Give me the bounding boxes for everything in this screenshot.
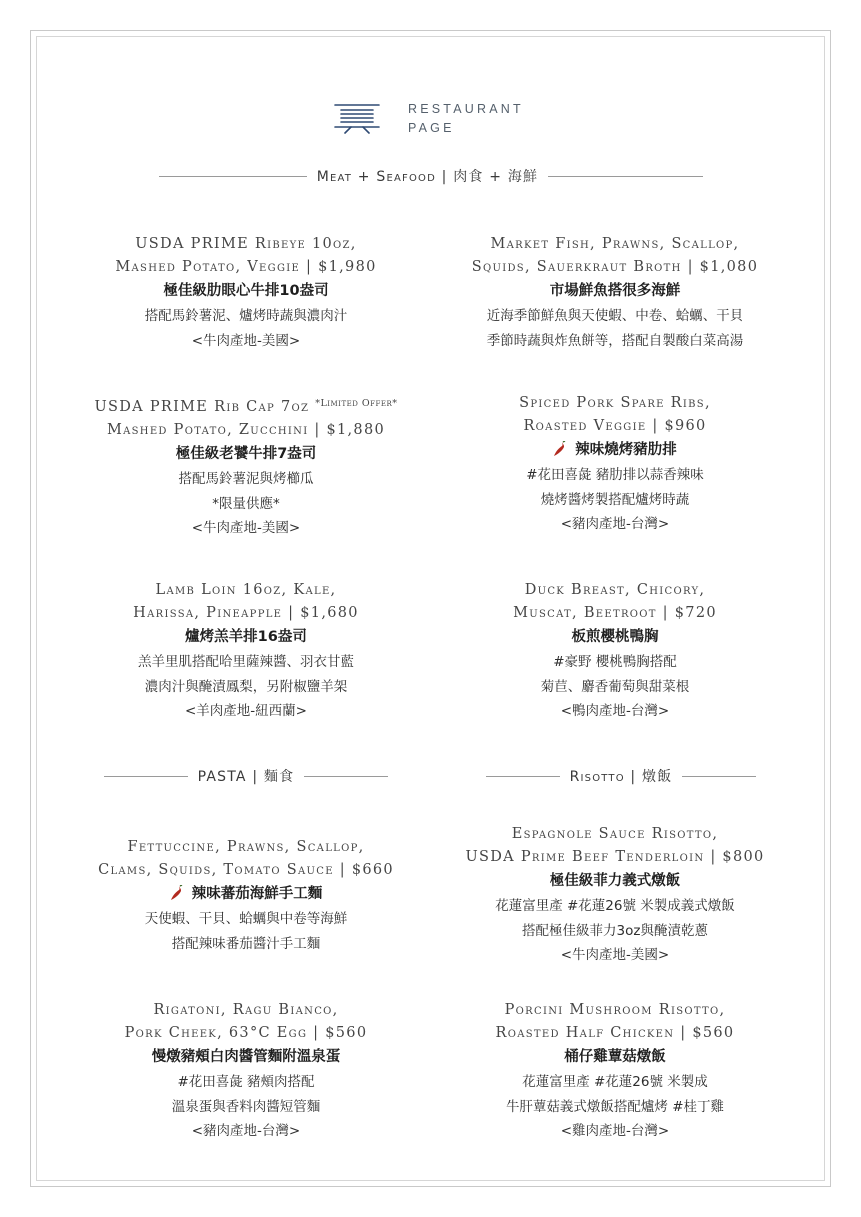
item-description-2: <牛肉產地-美國> xyxy=(191,332,301,349)
item-description-1: 近海季節鮮魚與天使蝦、中卷、蛤蠣、干貝 xyxy=(486,308,744,324)
item-description-2: 牛肝蕈菇義式燉飯搭配爐烤 #桂丁雞 xyxy=(505,1098,725,1115)
section-meat-seafood xyxy=(145,166,717,186)
item-english-line-2: Roasted Veggie | $960 xyxy=(523,418,707,434)
item-description-2: 燒烤醬烤製搭配爐烤時蔬 xyxy=(540,491,690,508)
item-description-2: *限量供應* xyxy=(212,495,280,512)
menu-item-market-fish xyxy=(415,233,815,353)
rule-right xyxy=(548,176,703,177)
item-english-line-2: Mashed Potato, Veggie | $1,980 xyxy=(115,259,377,275)
item-description-1: 搭配馬鈴薯泥與烤櫛瓜 xyxy=(178,471,314,487)
section-risotto xyxy=(476,766,766,786)
item-chinese-text: 辣味燒烤豬肋排 xyxy=(575,442,677,458)
item-chinese-name: 極佳級老饕牛排7盎司 xyxy=(175,446,317,462)
item-description-3: <牛肉產地-美國> xyxy=(560,947,670,963)
limited-offer-tag: *Limited Offer* xyxy=(315,398,398,409)
item-english-line-1: Duck Breast, Chicory, xyxy=(524,582,706,598)
rule-right xyxy=(682,776,756,777)
section-title: Meat + Seafood | 肉食 + 海鮮 xyxy=(316,169,539,185)
restaurant-logo-icon xyxy=(333,102,381,134)
item-description-2: 季節時蔬與炸魚餅等，搭配自製酸白菜高湯 xyxy=(486,332,744,349)
rule-left xyxy=(486,776,560,777)
item-english-line-1: Espagnole Sauce Risotto, xyxy=(511,826,719,842)
item-english-line-2: USDA Prime Beef Tenderloin | $800 xyxy=(465,849,765,865)
item-description-1: 花蓮富里產 #花蓮26號 米製成 xyxy=(522,1074,708,1090)
item-description-2: 濃肉汁與醃漬鳳梨，另附椒鹽羊架 xyxy=(144,678,348,695)
item-description-1: #花田喜彘 豬頰肉搭配 xyxy=(177,1074,315,1090)
menu-item-rigatoni xyxy=(46,999,446,1144)
item-english-line-1: Lamb Loin 16oz, Kale, xyxy=(155,582,337,598)
section-title: PASTA | 麵食 xyxy=(197,769,295,785)
item-description-2: 菊苣、麝香葡萄與甜菜根 xyxy=(540,678,690,695)
item-description-3: <羊肉產地-紐西蘭> xyxy=(185,703,307,719)
section-pasta xyxy=(101,766,391,786)
item-description-1: 搭配馬鈴薯泥、爐烤時蔬與濃肉汁 xyxy=(144,308,348,324)
item-description-1: 天使蝦、干貝、蛤蠣與中卷等海鮮 xyxy=(144,911,348,927)
item-english-line-1: Market Fish, Prawns, Scallop, xyxy=(490,236,740,252)
menu-item-espagnole-risotto xyxy=(415,823,815,968)
item-english-line-1: Spiced Pork Spare Ribs, xyxy=(519,395,711,411)
item-english-line-1: USDA PRIME Ribeye 10oz, xyxy=(135,236,357,252)
item-description-3: <豬肉產地-台灣> xyxy=(191,1123,301,1139)
chili-pepper-icon xyxy=(553,441,567,457)
rule-right xyxy=(304,776,388,777)
brand-name xyxy=(408,100,524,138)
item-english-line-2: Clams, Squids, Tomato Sauce | $660 xyxy=(98,862,394,878)
chili-pepper-icon xyxy=(170,885,184,901)
item-description-1: #豪野 櫻桃鴨胸搭配 xyxy=(553,654,677,670)
item-description-3: <牛肉產地-美國> xyxy=(191,520,301,536)
menu-item-ribeye xyxy=(46,233,446,353)
item-chinese-name: 慢燉豬頰白肉醬管麵附溫泉蛋 xyxy=(151,1049,341,1065)
item-chinese-name: 極佳級肋眼心牛排10盎司 xyxy=(163,283,329,299)
item-chinese-name: 市場鮮魚搭很多海鮮 xyxy=(549,283,681,299)
rule-left xyxy=(104,776,188,777)
menu-item-fettuccine xyxy=(46,836,446,956)
item-description-2: 搭配極佳級菲力3oz與醃漬乾蔥 xyxy=(522,922,708,939)
menu-item-pork-ribs xyxy=(415,392,815,537)
item-english-line-2: Harissa, Pineapple | $1,680 xyxy=(133,605,359,621)
item-english-line-1: Rigatoni, Ragu Bianco, xyxy=(153,1002,339,1018)
section-title: Risotto | 燉飯 xyxy=(569,769,673,785)
item-english-line-2: Muscat, Beetroot | $720 xyxy=(513,605,717,621)
item-description-2: 溫泉蛋與香料肉醬短管麵 xyxy=(171,1098,321,1115)
brand-line-1: RESTAURANT xyxy=(408,102,524,116)
item-description-2: 搭配辣味番茄醬汁手工麵 xyxy=(171,935,321,952)
item-chinese-name: 板煎櫻桃鴨胸 xyxy=(571,629,659,645)
menu-item-porcini-risotto xyxy=(415,999,815,1144)
item-description-1: 羔羊里肌搭配哈里薩辣醬、羽衣甘藍 xyxy=(138,654,354,670)
menu-item-duck-breast xyxy=(415,579,815,724)
menu-item-rib-cap xyxy=(46,392,446,541)
item-english-line-2: Pork Cheek, 63°C Egg | $560 xyxy=(124,1025,368,1041)
menu-item-lamb-loin xyxy=(46,579,446,724)
item-english-line-2: Squids, Sauerkraut Broth | $1,080 xyxy=(471,259,759,275)
item-chinese-name: 極佳級菲力義式燉飯 xyxy=(549,873,681,889)
item-english-line-2: Mashed Potato, Zucchini | $1,880 xyxy=(106,422,386,438)
item-english-line-1: Fettuccine, Prawns, Scallop, xyxy=(127,839,365,855)
item-description-3: <雞肉產地-台灣> xyxy=(560,1123,670,1139)
item-description-3: <鴨肉產地-台灣> xyxy=(560,703,670,719)
item-description-1: 花蓮富里產 #花蓮26號 米製成義式燉飯 xyxy=(495,898,735,914)
item-english-line-2: Roasted Half Chicken | $560 xyxy=(495,1025,735,1041)
item-chinese-text: 辣味蕃茄海鮮手工麵 xyxy=(191,886,323,902)
item-english-title: USDA PRIME Rib Cap 7oz xyxy=(94,399,310,415)
brand-line-2: PAGE xyxy=(408,121,455,135)
item-english-line-1 xyxy=(46,392,446,419)
item-english-line-1: Porcini Mushroom Risotto, xyxy=(504,1002,726,1018)
rule-left xyxy=(159,176,307,177)
item-chinese-name xyxy=(46,882,446,907)
item-description-1: #花田喜彘 豬肋排以蒜香辣味 xyxy=(526,467,704,483)
item-description-3: <豬肉產地-台灣> xyxy=(560,516,670,532)
item-chinese-name xyxy=(415,438,815,463)
item-chinese-name: 爐烤羔羊排16盎司 xyxy=(185,629,307,645)
item-chinese-name: 桶仔雞蕈菇燉飯 xyxy=(564,1049,666,1065)
